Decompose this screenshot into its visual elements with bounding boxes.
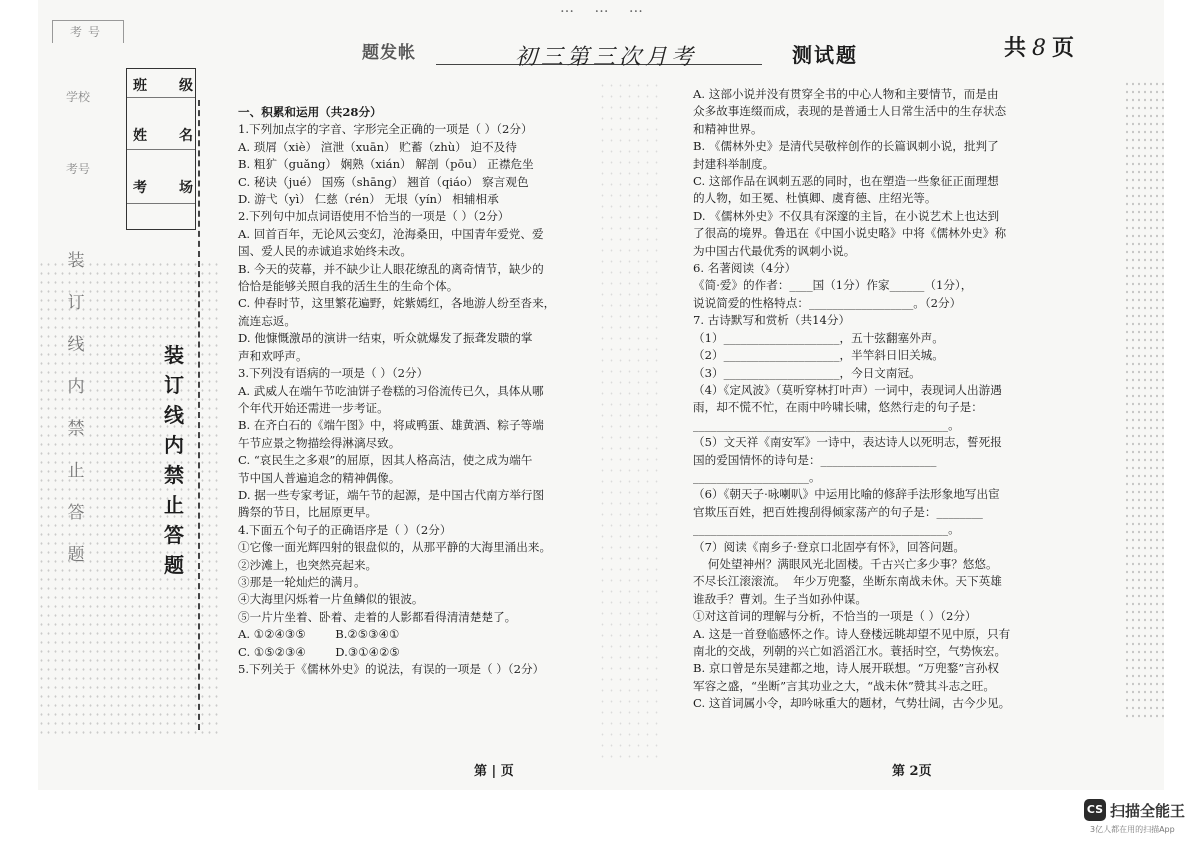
question-line: 雨，却不慌不忙，在雨中吟啸长啸，悠然行走的句子是： xyxy=(693,400,983,415)
question-line: 谁敌手？曹刘。生子当如孙仲谋。 xyxy=(693,591,867,606)
question-line: ④大海里闪烁着一片鱼鳞似的银波。 xyxy=(238,592,424,607)
camscanner-logo-icon: CS xyxy=(1084,799,1106,821)
question-line: 国、爱人民的赤诚追求始终未改。 xyxy=(238,244,412,259)
room-label: 考 场 xyxy=(133,180,193,196)
question-line: 7. 古诗默写和赏析（共14分） xyxy=(693,313,851,328)
question-line: ____________________________________________。 xyxy=(693,522,960,537)
question-line: （5）文天祥《南安军》一诗中，表达诗人以死明志，誓死报 xyxy=(693,435,1002,450)
question-line: A. 这是一首登临感怀之作。诗人登楼远眺却望不见中原，只有 xyxy=(693,626,1011,641)
binding-notice: 装订线内禁止答题 xyxy=(164,343,184,577)
question-line: B. 《儒林外史》是清代吴敬梓创作的长篇讽刺小说，批判了 xyxy=(693,139,999,154)
question-line: B. 京口曾是东吴建都之地，诗人展开联想。“万兜鍪”言孙权 xyxy=(693,661,999,676)
question-line: C. ①⑤②③④ D.③①④②⑤ xyxy=(238,644,400,659)
scan-noise-right xyxy=(1124,80,1164,720)
exam-title: 初三第三次月考 xyxy=(515,45,698,70)
question-line: A. 这部小说并没有贯穿全书的中心人物和主要情节，而是由 xyxy=(693,87,999,101)
question-line: ②沙滩上，也突然亮起来。 xyxy=(238,557,378,572)
question-line: 午节应景之物描绘得淋漓尽致。 xyxy=(238,435,401,450)
question-line: ____________________________________________。 xyxy=(693,417,960,432)
question-line: 不尽长江滚滚流。 年少万兜鍪，坐断东南战未休。天下英雄 xyxy=(693,574,1002,589)
question-line: （7）阅读《南乡子·登京口北固亭有怀》，回答问题。 xyxy=(693,539,965,554)
question-line: 恰恰是能够关照自我的活生生的生命个体。 xyxy=(238,279,459,294)
question-line: A. 回首百年，无论风云变幻，沧海桑田，中国青年爱党、爱 xyxy=(238,226,544,241)
question-line: 5.下列关于《儒林外史》的说法，有误的一项是（ ）（2分） xyxy=(238,662,545,676)
page-number-right: 第 2页 xyxy=(892,764,932,779)
question-line: 国的爱国情怀的诗句是：____________________ xyxy=(693,452,937,467)
camscanner-name: 扫描全能王 xyxy=(1110,802,1186,820)
question-line: 腾祭的节日，比屈原更早。 xyxy=(238,505,378,520)
question-line: （6）《朝天子·咏喇叭》中运用比喻的修辞手法形象地写出宦 xyxy=(693,487,1000,502)
question-line: 说说简爱的性格特点：__________________。（2分） xyxy=(693,295,962,310)
question-line: 众多故事连缀而成，表现的是普通士人日常生活中的生存状态 xyxy=(693,104,1007,119)
question-line: A. 琐屑（xiè） 渲泄（xuān） 贮蓄（zhù） 迫不及待 xyxy=(238,139,517,154)
question-line: B. 粗犷（guǎng） 娴熟（xián） 解剖（pōu） 正襟危坐 xyxy=(238,157,534,172)
left-question-column xyxy=(238,104,588,678)
page-number-left: 第 | 页 xyxy=(474,764,514,779)
question-line: 《简·爱》的作者：____国（1分）作家______（1分）， xyxy=(693,278,973,293)
top-tab-label: 考号 xyxy=(52,20,124,43)
question-line: 1.下列加点字的字音、字形完全正确的一项是（ ）（2分） xyxy=(238,122,533,137)
margin-faint-school: 学校 xyxy=(66,90,91,104)
margin-faint-number: 考号 xyxy=(66,162,91,176)
question-line: 为中国古代最优秀的讽刺小说。 xyxy=(693,243,856,258)
question-line: A. ①②④③⑤ B.②⑤③④① xyxy=(238,627,400,642)
question-line: ③那是一轮灿烂的满月。 xyxy=(238,574,366,589)
question-line: C. 仲春时节，这里繁花遍野，姹紫嫣红，各地游人纷至沓来， xyxy=(238,296,556,311)
question-line: 了很高的境界。鲁迅在《中国小说史略》中将《儒林外史》称 xyxy=(693,226,1007,241)
question-line: 4.下面五个句子的正确语序是（ ）（2分） xyxy=(238,522,452,537)
test-label: 测试题 xyxy=(792,43,858,67)
question-line: 一、积累和运用（共28分） xyxy=(238,105,382,119)
question-line: D. 据一些专家考证，端午节的起源，是中国古代南方举行图 xyxy=(238,487,545,502)
question-line: （2）____________________，半竿斜日旧关城。 xyxy=(693,348,944,363)
header-stamp: 题发帐 xyxy=(362,43,416,63)
question-line: C. “哀民生之多艰”的屈原，因其人格高洁，使之成为端午 xyxy=(238,453,533,468)
right-question-column xyxy=(693,86,1063,713)
question-line: 流连忘返。 xyxy=(238,313,296,328)
question-line: C. 这首词属小令，却吟咏重大的题材，气势壮阔，古今少见。 xyxy=(693,696,1011,711)
class-label: 班 级 xyxy=(133,78,193,94)
camscanner-tagline: 3亿人都在用的扫描App xyxy=(1090,825,1175,834)
scan-noise-middle xyxy=(598,80,658,760)
question-line: 军容之盛，“坐断”言其功业之大，“战未休”赞其斗志之旺。 xyxy=(693,678,995,693)
question-line: 声和欢呼声。 xyxy=(238,348,308,363)
question-line: ____________________。 xyxy=(693,469,821,484)
question-line: 的人物，如王冕、杜慎卿、虞育德、庄绍光等。 xyxy=(693,191,937,206)
faint-binding-text: 装订线内禁止答题 xyxy=(67,251,85,565)
student-info-box xyxy=(126,68,196,230)
question-line: D. 游弋（yì） 仁慈（rén） 无垠（yín） 相辅相承 xyxy=(238,192,499,207)
question-line: B. 在齐白石的《端午图》中，将咸鸭蛋、雄黄酒、粽子等端 xyxy=(238,418,544,433)
question-line: A. 武威人在端午节吃油饼子卷糕的习俗流传已久，具体从哪 xyxy=(238,383,544,398)
total-pages: 共 8 页 xyxy=(1004,35,1075,61)
question-line: 和精神世界。 xyxy=(693,121,763,136)
question-line: C. 秘诀（jué） 国殇（shāng） 翘首（qiáo） 察言观色 xyxy=(238,174,529,189)
question-line: C. 这部作品在讽刺五恶的同时，也在塑造一些象征正面理想 xyxy=(693,174,999,189)
question-line: （3）____________________，今日文南冠。 xyxy=(693,365,921,380)
question-line: 节中国人普遍追念的精神偶像。 xyxy=(238,470,401,485)
name-label: 姓 名 xyxy=(133,128,193,144)
question-line: 官欺压百姓，把百姓搜刮得倾家荡产的句子是：________ xyxy=(693,504,983,519)
top-scribble: … … … xyxy=(560,0,651,16)
question-line: 个年代开始还需进一步考证。 xyxy=(238,400,389,415)
question-line: ①对这首词的理解与分析，不恰当的一项是（ ）（2分） xyxy=(693,609,977,624)
question-line: 何处望神州？满眼风光北固楼。千古兴亡多少事？悠悠。 xyxy=(693,556,998,571)
question-line: ①它像一面光辉四射的银盘似的，从那平静的大海里涌出来。 xyxy=(238,540,552,555)
question-line: （1）____________________，五十弦翻塞外声。 xyxy=(693,330,944,345)
question-line: B. 今天的荧幕，并不缺少让人眼花缭乱的离奇情节，缺少的 xyxy=(238,261,544,276)
question-line: 2.下列句中加点词语使用不恰当的一项是（ ）（2分） xyxy=(238,209,510,224)
question-line: 南北的交战，列朝的兴亡如滔滔江水。蓑括时空，气势恢宏。 xyxy=(693,644,1007,658)
question-line: （4）《定风波》（莫听穿林打叶声）一词中，表现词人出游遇 xyxy=(693,382,1002,397)
question-line: D. 《儒林外史》不仅具有深邃的主旨，在小说艺术上也达到 xyxy=(693,208,1000,223)
question-line: 封建科举制度。 xyxy=(693,156,775,171)
question-line: ⑤一片片坐着、卧着、走着的人影都看得清清楚楚了。 xyxy=(238,609,517,624)
question-line: 3.下列没有语病的一项是（ ）（2分） xyxy=(238,366,429,381)
question-line: D. 他慷慨激昂的演讲一结束，听众就爆发了振聋发聩的掌 xyxy=(238,331,533,346)
binding-dashed-line xyxy=(198,100,200,730)
question-line: 6. 名著阅读（4分） xyxy=(693,261,797,276)
